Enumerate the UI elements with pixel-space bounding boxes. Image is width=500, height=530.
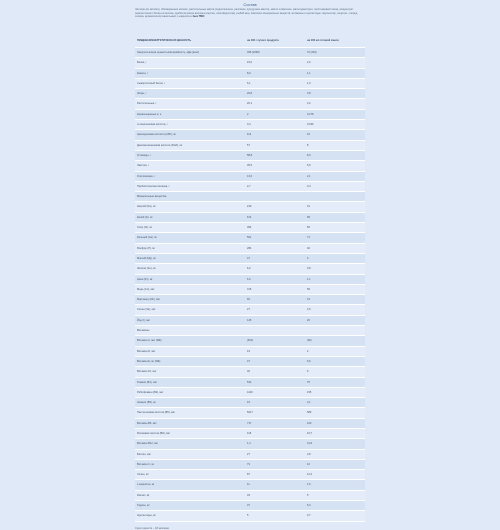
cell-per-100ml: 95 xyxy=(305,212,365,222)
cell-nutrient: Рибофлавин (В2), мкг xyxy=(135,387,245,397)
table-row xyxy=(135,150,365,160)
cell-nutrient: Белки, г xyxy=(135,58,245,68)
table-row xyxy=(135,223,365,233)
table-row xyxy=(135,181,365,191)
cell-per-100ml: 0,24 xyxy=(305,439,365,449)
cell-nutrient: Олигосахара, г xyxy=(135,171,245,181)
table-row xyxy=(135,367,365,377)
cell-per-100ml: 3,2 xyxy=(305,99,365,109)
cell-per-100g: 145 xyxy=(245,315,305,325)
cell-nutrient: Кальций (Ca), мг xyxy=(135,233,245,243)
cell-nutrient: Витамин В6, мкг xyxy=(135,418,245,428)
cell-per-100ml: 2 xyxy=(305,346,365,356)
cell-nutrient: Лактоза, г xyxy=(135,161,245,171)
table-row xyxy=(135,480,365,490)
cell-per-100g: 19 xyxy=(245,346,305,356)
cell-nutrient: Жиры, г xyxy=(135,89,245,99)
table-row xyxy=(135,192,365,202)
cell-per-100ml: 6,6 xyxy=(305,356,365,366)
cell-per-100g: 27 xyxy=(245,305,305,315)
cell-per-100ml: 8,3 xyxy=(305,150,365,160)
table-row xyxy=(135,356,365,366)
cell-per-100g: 46 xyxy=(245,367,305,377)
cell-per-100g: 47 xyxy=(245,356,305,366)
cell-nutrient: Витамин В12, мкг xyxy=(135,439,245,449)
cell-per-100g: 2 xyxy=(245,109,305,119)
ingredients-body: Чистерн (из молоко), обезжиренное молоко, растительные масла (подсолнечное, рапсовое, кукурузное масло), масло сливочное, мальтодекстрин, тростниковый сахар, концентрат сывороточного белка из молока, пребиотические волокна (инулин, олигофруктоза), рыбий жир, комплекс минеральных веществ, витамины и нуклеотиды, эмульгатор, лецитин, хлорид холина, ароматизатор ванильный, L-карнитин и xyxy=(135,8,358,19)
cell-per-100g: 113 xyxy=(245,130,305,140)
cell-nutrient: Витамин Е, мг (МЕ) xyxy=(135,356,245,366)
cell-nutrient: Холин, мг xyxy=(135,470,245,480)
cell-per-100ml: 59 xyxy=(305,284,365,294)
cell-per-100g: 533 xyxy=(245,377,305,387)
cell-nutrient: Пребиотические волокна, г xyxy=(135,181,245,191)
cell-nutrient: Фолиевая кислота (В9), мкг xyxy=(135,428,245,438)
table-row xyxy=(135,78,365,88)
table-row xyxy=(135,253,365,263)
cell-nutrient: L-карнитин, мг xyxy=(135,480,245,490)
cell-per-100ml: (90) xyxy=(305,336,365,346)
cell-per-100g: 13,6 xyxy=(245,171,305,181)
cell-nutrient: Калий (K), мг xyxy=(135,212,245,222)
table-row xyxy=(135,161,365,171)
shelf-life: Срок годности – 18 месяцев xyxy=(135,526,169,530)
cell-nutrient: Витамины xyxy=(135,326,245,336)
table-row xyxy=(135,99,365,109)
header-per-100g: на 100 г сухого продукта xyxy=(245,35,305,48)
cell-per-100g: 15 xyxy=(245,398,305,408)
cell-per-100ml: 1,1 xyxy=(305,274,365,284)
cell-per-100g: 6,0 xyxy=(245,264,305,274)
cell-nutrient: Железо (Fe), мг xyxy=(135,264,245,274)
table-row xyxy=(135,490,365,500)
cell-nutrient: Сывороточный белок, г xyxy=(135,78,245,88)
cell-per-100g: 118 xyxy=(245,428,305,438)
cell-per-100ml: 10 xyxy=(305,459,365,469)
cell-per-100g: 495 (2068) xyxy=(245,48,305,58)
cell-per-100ml: 8 xyxy=(305,140,365,150)
table-row xyxy=(135,120,365,130)
nutrition-table xyxy=(135,35,365,522)
cell-per-100g: 57 xyxy=(245,140,305,150)
composition-heading: Состав xyxy=(243,2,257,7)
table-row xyxy=(135,48,365,58)
cell-per-100g: 6,0 xyxy=(245,274,305,284)
cell-per-100g: 27 xyxy=(245,449,305,459)
cell-per-100ml: 13 xyxy=(305,295,365,305)
cell-nutrient: Таурин, мг xyxy=(135,501,245,511)
table-row xyxy=(135,89,365,99)
cell-per-100ml: 2,1 xyxy=(305,171,365,181)
cell-per-100ml: 1,5 xyxy=(305,480,365,490)
cell-per-100ml: 2,0 xyxy=(305,58,365,68)
cell-per-100g: 219 xyxy=(245,202,305,212)
cell-per-100ml: 5,0 xyxy=(305,161,365,171)
cell-per-100g xyxy=(245,326,305,336)
table-row xyxy=(135,336,365,346)
cell-per-100ml: 5 xyxy=(305,490,365,500)
table-row xyxy=(135,428,365,438)
table-row xyxy=(135,439,365,449)
cell-nutrient: Растительные, г xyxy=(135,99,245,109)
cell-nutrient: Хлор (Cl), мг xyxy=(135,223,245,233)
cell-per-100ml: 4,5 xyxy=(305,305,365,315)
table-row xyxy=(135,346,365,356)
table-row xyxy=(135,387,365,397)
table-row xyxy=(135,68,365,78)
cell-per-100ml: 100 xyxy=(305,418,365,428)
cell-per-100g: 15,0 xyxy=(245,58,305,68)
cell-per-100ml: 20 xyxy=(305,315,365,325)
cell-nutrient: Биотин, мкг xyxy=(135,449,245,459)
cell-nutrient: Витамин D, мкг xyxy=(135,346,245,356)
table-row xyxy=(135,202,365,212)
cell-nutrient: Селен (Se), мкг xyxy=(135,305,245,315)
table-row xyxy=(135,511,365,521)
cell-per-100ml: 6 xyxy=(305,253,365,263)
cell-nutrient: Пантотеновая кислота (В5), мкг xyxy=(135,408,245,418)
cell-nutrient: Энергетическая ценность/калорийность, кДж (ккал) xyxy=(135,48,245,58)
cell-nutrient: Медь (Cu), мкг xyxy=(135,284,245,294)
cell-per-100ml: 5,3 xyxy=(305,501,365,511)
table-row xyxy=(135,243,365,253)
cell-nutrient: Марганец (Mn), мкг xyxy=(135,295,245,305)
cell-per-100g: 284 xyxy=(245,243,305,253)
cell-per-100g: 8,0 xyxy=(245,68,305,78)
cell-per-100ml: 3,8 xyxy=(305,449,365,459)
cell-per-100ml: 2,1 xyxy=(305,398,365,408)
composition-panel xyxy=(135,0,365,530)
cell-per-100g: 6,1 xyxy=(245,78,305,88)
table-row xyxy=(135,295,365,305)
cell-per-100g: 11 xyxy=(245,480,305,490)
cell-per-100ml: 0,4 xyxy=(305,181,365,191)
table-header-row xyxy=(135,35,365,48)
table-row xyxy=(135,408,365,418)
cell-nutrient: Нуклеотиды, мг xyxy=(135,511,245,521)
header-per-100ml: на 100 мл готовой смеси xyxy=(305,35,365,48)
table-row xyxy=(135,398,365,408)
cell-per-100g: 717 xyxy=(245,418,305,428)
cell-nutrient: Витамин С, мг xyxy=(135,459,245,469)
cell-nutrient: Йод (I), мкг xyxy=(135,315,245,325)
cell-per-100g: 37 xyxy=(245,501,305,511)
table-row xyxy=(135,212,365,222)
cell-per-100ml: 75 xyxy=(305,377,365,387)
cell-nutrient: Докозагексаеновая кислота (DHA), мг xyxy=(135,140,245,150)
table-row xyxy=(135,326,365,336)
table-row xyxy=(135,130,365,140)
cell-per-100ml: 70 (293) xyxy=(305,48,365,58)
cell-per-100g: (610) xyxy=(245,336,305,346)
cell-per-100ml: 40 xyxy=(305,243,365,253)
cell-per-100g xyxy=(245,192,305,202)
cell-per-100g: 415 xyxy=(245,284,305,294)
cell-per-100ml: 6 xyxy=(305,367,365,377)
table-row xyxy=(135,274,365,284)
table-row xyxy=(135,264,365,274)
table-row xyxy=(135,418,365,428)
table-row xyxy=(135,233,365,243)
cell-nutrient: Цинк (Zn), мг xyxy=(135,274,245,284)
cell-per-100ml: 0,8 xyxy=(305,264,365,274)
cell-per-100ml: 155 xyxy=(305,387,365,397)
cell-per-100g: 33 xyxy=(245,490,305,500)
cell-per-100g: 20,1 xyxy=(245,99,305,109)
table-row xyxy=(135,171,365,181)
cell-per-100ml: 56 xyxy=(305,223,365,233)
cell-per-100g: 5017 xyxy=(245,408,305,418)
cell-per-100ml xyxy=(305,192,365,202)
cell-per-100ml: 1,1 xyxy=(305,68,365,78)
cell-nutrient: Магний (Mg), мг xyxy=(135,253,245,263)
cell-per-100ml: 0,278 xyxy=(305,109,365,119)
cell-nutrient: Витамин А, мкг (МЕ) xyxy=(135,336,245,346)
cell-per-100ml: 71 xyxy=(305,233,365,243)
cell-per-100ml: 31 xyxy=(305,202,365,212)
cell-per-100g: 60 xyxy=(245,295,305,305)
table-row xyxy=(135,109,365,119)
cell-nutrient: Натрий (Na), мг xyxy=(135,202,245,212)
cell-per-100g: 0,4 xyxy=(245,120,305,130)
cell-per-100g: 35,5 xyxy=(245,161,305,171)
ingredients-text xyxy=(135,8,365,35)
cell-per-100g: 5 xyxy=(245,511,305,521)
cell-nutrient: Витамин К1, мкг xyxy=(135,367,245,377)
table-row xyxy=(135,58,365,68)
cell-per-100ml xyxy=(305,326,365,336)
cell-per-100ml: 16 xyxy=(305,130,365,140)
cell-nutrient: Углеводы, г xyxy=(135,150,245,160)
cell-nutrient: Ниацин (В3), мг xyxy=(135,398,245,408)
cell-per-100g: 47 xyxy=(245,253,305,263)
table-row xyxy=(135,284,365,294)
cell-nutrient: Минеральные вещества xyxy=(135,192,245,202)
table-row xyxy=(135,459,365,469)
table-row xyxy=(135,140,365,150)
cell-nutrient: α-линоленовая кислота, г xyxy=(135,120,245,130)
cell-per-100g: 2,7 xyxy=(245,181,305,191)
table-row xyxy=(135,377,365,387)
cell-per-100g: 87 xyxy=(245,470,305,480)
table-row xyxy=(135,470,365,480)
cell-nutrient: Казеин, г xyxy=(135,68,245,78)
no-gmo-label: Без ГМО xyxy=(193,15,205,19)
cell-per-100g: 674 xyxy=(245,212,305,222)
cell-per-100ml: 0,7 xyxy=(305,511,365,521)
table-row xyxy=(135,315,365,325)
cell-per-100ml: 3,8 xyxy=(305,89,365,99)
cell-per-100ml: 0,036 xyxy=(305,120,365,130)
cell-per-100ml: 1,0 xyxy=(305,78,365,88)
cell-per-100ml: 16,7 xyxy=(305,428,365,438)
cell-nutrient: Арахидоновая кислота (АРК), мг xyxy=(135,130,245,140)
header-nutrient: ПИЩЕВАЯ/ЭНЕРГЕТИЧЕСКАЯ ЦЕННОСТЬ xyxy=(135,35,245,48)
table-row xyxy=(135,305,365,315)
cell-per-100g: 73 xyxy=(245,459,305,469)
cell-per-100g: 394 xyxy=(245,223,305,233)
cell-per-100g: 501 xyxy=(245,233,305,243)
cell-per-100g: 1100 xyxy=(245,387,305,397)
table-row xyxy=(135,501,365,511)
cell-per-100g: 58,8 xyxy=(245,150,305,160)
cell-per-100ml: 12,3 xyxy=(305,470,365,480)
cell-nutrient: Фосфор (P), мг xyxy=(135,243,245,253)
cell-nutrient: Ненасыщенные ж. к. xyxy=(135,109,245,119)
cell-per-100ml: 589 xyxy=(305,408,365,418)
cell-per-100g: 1,4 xyxy=(245,439,305,449)
cell-nutrient: Инозит, мг xyxy=(135,490,245,500)
table-row xyxy=(135,449,365,459)
cell-nutrient: Тиамин (В1), мкг xyxy=(135,377,245,387)
cell-per-100g: 26,8 xyxy=(245,89,305,99)
